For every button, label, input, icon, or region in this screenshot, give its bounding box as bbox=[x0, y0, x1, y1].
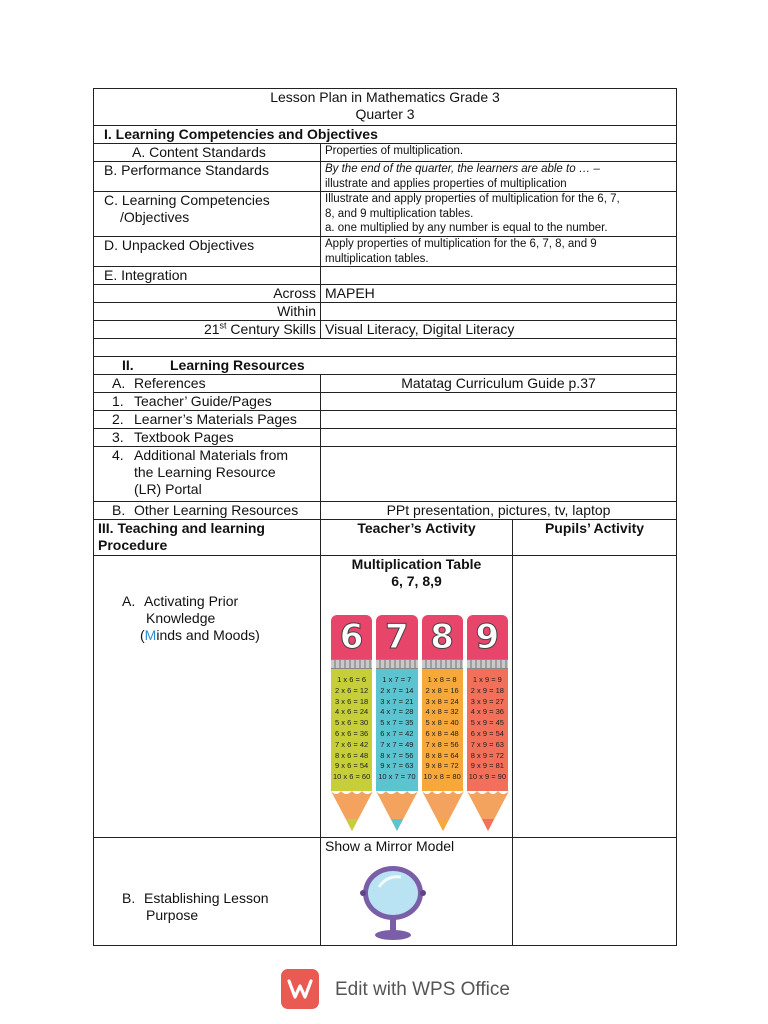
pencil-band bbox=[331, 659, 372, 669]
activity-a-rest: inds and Moods) bbox=[156, 627, 260, 643]
section-2-number: II. bbox=[122, 357, 134, 373]
pencil-band bbox=[376, 659, 417, 669]
activity-a-pupil-cell bbox=[513, 556, 677, 838]
pencil-tip bbox=[376, 791, 418, 831]
resource-item-num: 2. bbox=[112, 411, 124, 427]
performance-standards-intro: By the end of the quarter, the learners are able to … – bbox=[325, 163, 600, 175]
skills-label-number: 21 bbox=[203, 321, 220, 337]
content-standards-label: A. Content Standards bbox=[94, 144, 321, 162]
activity-a-line2: Knowledge bbox=[146, 610, 216, 626]
section-1-heading: I. Learning Competencies and Objectives bbox=[94, 126, 677, 144]
section-3-heading bbox=[94, 520, 321, 556]
performance-standards-label: B. Performance Standards bbox=[94, 162, 321, 192]
multiplication-pencils-image bbox=[331, 615, 508, 831]
mirror-image bbox=[357, 863, 429, 941]
multiplication-table-subtitle: 6, 7, 8,9 bbox=[391, 573, 442, 589]
activity-a-paren: ( bbox=[140, 627, 145, 643]
multiplication-fact: 8 x 8 = 64 bbox=[425, 750, 459, 760]
pencil-9 bbox=[467, 615, 508, 831]
resource-item-value bbox=[321, 393, 677, 411]
across-value: MAPEH bbox=[321, 285, 677, 303]
section-2-heading bbox=[94, 357, 677, 375]
multiplication-fact: 8 x 7 = 56 bbox=[380, 750, 414, 760]
multiplication-fact: 9 x 8 = 72 bbox=[425, 761, 459, 771]
skills-label-sup: st bbox=[219, 320, 227, 331]
resource-item-label: Textbook Pages bbox=[134, 429, 234, 445]
section-3-heading-line1: III. Teaching and learning bbox=[98, 520, 265, 536]
multiplication-fact: 1 x 6 = 6 bbox=[337, 675, 367, 684]
unpacked-value-line2: multiplication tables. bbox=[325, 252, 429, 265]
activity-b-pupil-cell bbox=[513, 838, 677, 946]
pencil-7 bbox=[376, 615, 417, 831]
multiplication-fact: 7 x 6 = 42 bbox=[335, 739, 369, 749]
pencil-band bbox=[422, 659, 463, 669]
resource-item-num: 3. bbox=[112, 429, 124, 445]
wps-watermark bbox=[279, 967, 509, 1011]
additional-num: 4. bbox=[112, 447, 124, 463]
additional-line2: the Learning Resource bbox=[134, 464, 276, 480]
establishing-purpose-label bbox=[94, 838, 321, 946]
resource-item-value bbox=[321, 429, 677, 447]
integration-label: E. Integration bbox=[94, 267, 321, 285]
multiplication-fact: 10 x 7 = 70 bbox=[378, 772, 416, 782]
other-num: B. bbox=[112, 502, 126, 518]
competencies-value-line1: Illustrate and apply properties of multiplication for the 6, 7, bbox=[325, 193, 620, 205]
multiplication-fact: 5 x 6 = 30 bbox=[335, 718, 369, 728]
skills-label-text: Century Skills bbox=[226, 321, 316, 337]
competencies-label bbox=[94, 192, 321, 237]
activating-prior-knowledge-label bbox=[94, 556, 321, 838]
mirror-model-text: Show a Mirror Model bbox=[325, 838, 455, 854]
multiplication-fact: 7 x 8 = 56 bbox=[425, 739, 459, 749]
multiplication-fact: 1 x 8 = 8 bbox=[427, 675, 457, 684]
multiplication-fact: 6 x 6 = 36 bbox=[335, 728, 369, 738]
pencil-body bbox=[422, 673, 463, 791]
other-resources-value: PPt presentation, pictures, tv, laptop bbox=[321, 502, 677, 520]
pencil-tip bbox=[331, 791, 373, 831]
additional-line3: (LR) Portal bbox=[134, 481, 202, 497]
multiplication-fact: 1 x 9 = 9 bbox=[472, 675, 502, 684]
wps-logo-icon bbox=[281, 969, 319, 1009]
unpacked-value-line1: Apply properties of multiplication for the 6, 7, 8, and 9 bbox=[325, 238, 597, 250]
multiplication-fact: 2 x 9 = 18 bbox=[470, 685, 504, 695]
multiplication-fact: 10 x 6 = 60 bbox=[332, 772, 371, 782]
wps-w-icon bbox=[287, 978, 313, 1000]
multiplication-fact: 10 x 9 = 90 bbox=[468, 772, 507, 782]
competencies-value bbox=[321, 192, 677, 237]
multiplication-fact: 6 x 8 = 48 bbox=[425, 728, 459, 738]
activity-b-line1: Establishing Lesson bbox=[144, 890, 269, 906]
pencil-digit: 8 bbox=[422, 615, 463, 659]
references-num: A. bbox=[112, 375, 126, 391]
multiplication-fact: 9 x 7 = 63 bbox=[380, 761, 414, 771]
competencies-label-line1: C. Learning Competencies bbox=[104, 192, 270, 208]
resource-item bbox=[94, 411, 321, 429]
multiplication-fact: 4 x 9 = 36 bbox=[470, 707, 504, 717]
resource-item-value bbox=[321, 411, 677, 429]
multiplication-fact: 1 x 7 = 7 bbox=[382, 675, 412, 684]
multiplication-fact: 9 x 6 = 54 bbox=[335, 761, 369, 771]
unpacked-objectives-label: D. Unpacked Objectives bbox=[94, 237, 321, 267]
section-3-heading-line2: Procedure bbox=[98, 537, 168, 553]
pencil-body bbox=[467, 673, 508, 791]
multiplication-fact: 5 x 7 = 35 bbox=[380, 718, 414, 728]
multiplication-fact: 4 x 6 = 24 bbox=[335, 707, 369, 717]
resource-item-num: 1. bbox=[112, 393, 124, 409]
resource-item-label: Teacher’ Guide/Pages bbox=[134, 393, 272, 409]
multiplication-fact: 2 x 7 = 14 bbox=[380, 685, 414, 695]
multiplication-fact: 4 x 8 = 32 bbox=[425, 707, 459, 717]
multiplication-table-title: Multiplication Table bbox=[351, 556, 482, 572]
references-value: Matatag Curriculum Guide p.37 bbox=[321, 375, 677, 393]
section-2-title: Learning Resources bbox=[170, 357, 305, 373]
resource-item-label: Learner’s Materials Pages bbox=[134, 411, 297, 427]
wps-brand-text: Edit with WPS Office bbox=[335, 979, 510, 1000]
activity-a-num: A. bbox=[122, 593, 136, 609]
pencil-digit: 6 bbox=[331, 615, 372, 659]
spacer-row bbox=[94, 339, 677, 357]
references-label bbox=[94, 375, 321, 393]
pencil-6 bbox=[331, 615, 372, 831]
performance-standards-value bbox=[321, 162, 677, 192]
additional-materials-value bbox=[321, 447, 677, 502]
skills-label bbox=[94, 321, 321, 339]
document-title: Lesson Plan in Mathematics Grade 3 bbox=[270, 89, 500, 105]
competencies-value-line2: 8, and 9 multiplication tables. bbox=[325, 207, 474, 220]
performance-standards-text: illustrate and applies properties of multiplication bbox=[325, 177, 567, 190]
teacher-activity-header: Teacher’s Activity bbox=[321, 520, 513, 556]
within-value bbox=[321, 303, 677, 321]
skills-value: Visual Literacy, Digital Literacy bbox=[321, 321, 677, 339]
multiplication-fact: 5 x 8 = 40 bbox=[425, 718, 459, 728]
multiplication-fact: 8 x 6 = 48 bbox=[335, 750, 369, 760]
lesson-plan-table bbox=[93, 88, 677, 946]
other-resources-label bbox=[94, 502, 321, 520]
pencil-tip bbox=[422, 791, 464, 831]
multiplication-fact: 7 x 9 = 63 bbox=[470, 739, 504, 749]
pencil-digit: 9 bbox=[467, 615, 508, 659]
activity-b-line2: Purpose bbox=[146, 907, 199, 923]
resource-item bbox=[94, 393, 321, 411]
multiplication-fact: 8 x 9 = 72 bbox=[470, 750, 504, 760]
other-label: Other Learning Resources bbox=[134, 502, 299, 518]
document-quarter: Quarter 3 bbox=[355, 106, 415, 122]
additional-line1: Additional Materials from bbox=[134, 447, 289, 463]
multiplication-fact: 9 x 9 = 81 bbox=[470, 761, 504, 771]
activity-a-teacher-cell bbox=[321, 556, 513, 838]
activity-b-teacher-cell bbox=[321, 838, 513, 946]
activity-b-num: B. bbox=[122, 890, 136, 906]
within-label: Within bbox=[94, 303, 321, 321]
multiplication-fact: 6 x 9 = 54 bbox=[470, 728, 504, 738]
references-text: References bbox=[134, 375, 206, 391]
pencil-body bbox=[376, 673, 417, 791]
pencil-tip bbox=[467, 791, 509, 831]
pencil-body bbox=[331, 673, 372, 791]
multiplication-fact: 2 x 8 = 16 bbox=[425, 685, 459, 695]
multiplication-fact: 3 x 6 = 18 bbox=[335, 696, 369, 706]
pencil-band bbox=[467, 659, 508, 669]
multiplication-fact: 7 x 7 = 49 bbox=[380, 739, 414, 749]
resource-item bbox=[94, 429, 321, 447]
multiplication-fact: 10 x 8 = 80 bbox=[423, 772, 461, 782]
across-label: Across bbox=[94, 285, 321, 303]
integration-value bbox=[321, 267, 677, 285]
multiplication-fact: 2 x 6 = 12 bbox=[335, 685, 369, 695]
multiplication-fact: 3 x 9 = 27 bbox=[470, 696, 504, 706]
multiplication-fact: 4 x 7 = 28 bbox=[380, 707, 414, 717]
activity-a-m-letter: M bbox=[144, 627, 157, 643]
multiplication-fact: 5 x 9 = 45 bbox=[470, 718, 504, 728]
competencies-value-line3: a. one multiplied by any number is equal to the number. bbox=[325, 222, 608, 234]
additional-materials-label bbox=[94, 447, 321, 502]
activity-a-line3 bbox=[122, 627, 316, 644]
unpacked-objectives-value bbox=[321, 237, 677, 267]
title-cell bbox=[94, 89, 677, 126]
competencies-label-line2: /Objectives bbox=[120, 209, 190, 225]
activity-a-line1: Activating Prior bbox=[144, 593, 239, 609]
pencil-digit: 7 bbox=[376, 615, 417, 659]
multiplication-fact: 3 x 8 = 24 bbox=[425, 696, 459, 706]
multiplication-fact: 3 x 7 = 21 bbox=[380, 696, 414, 706]
content-standards-value: Properties of multiplication. bbox=[321, 144, 677, 162]
multiplication-fact: 6 x 7 = 42 bbox=[380, 728, 414, 738]
pencil-8 bbox=[422, 615, 463, 831]
pupils-activity-header: Pupils’ Activity bbox=[513, 520, 677, 556]
